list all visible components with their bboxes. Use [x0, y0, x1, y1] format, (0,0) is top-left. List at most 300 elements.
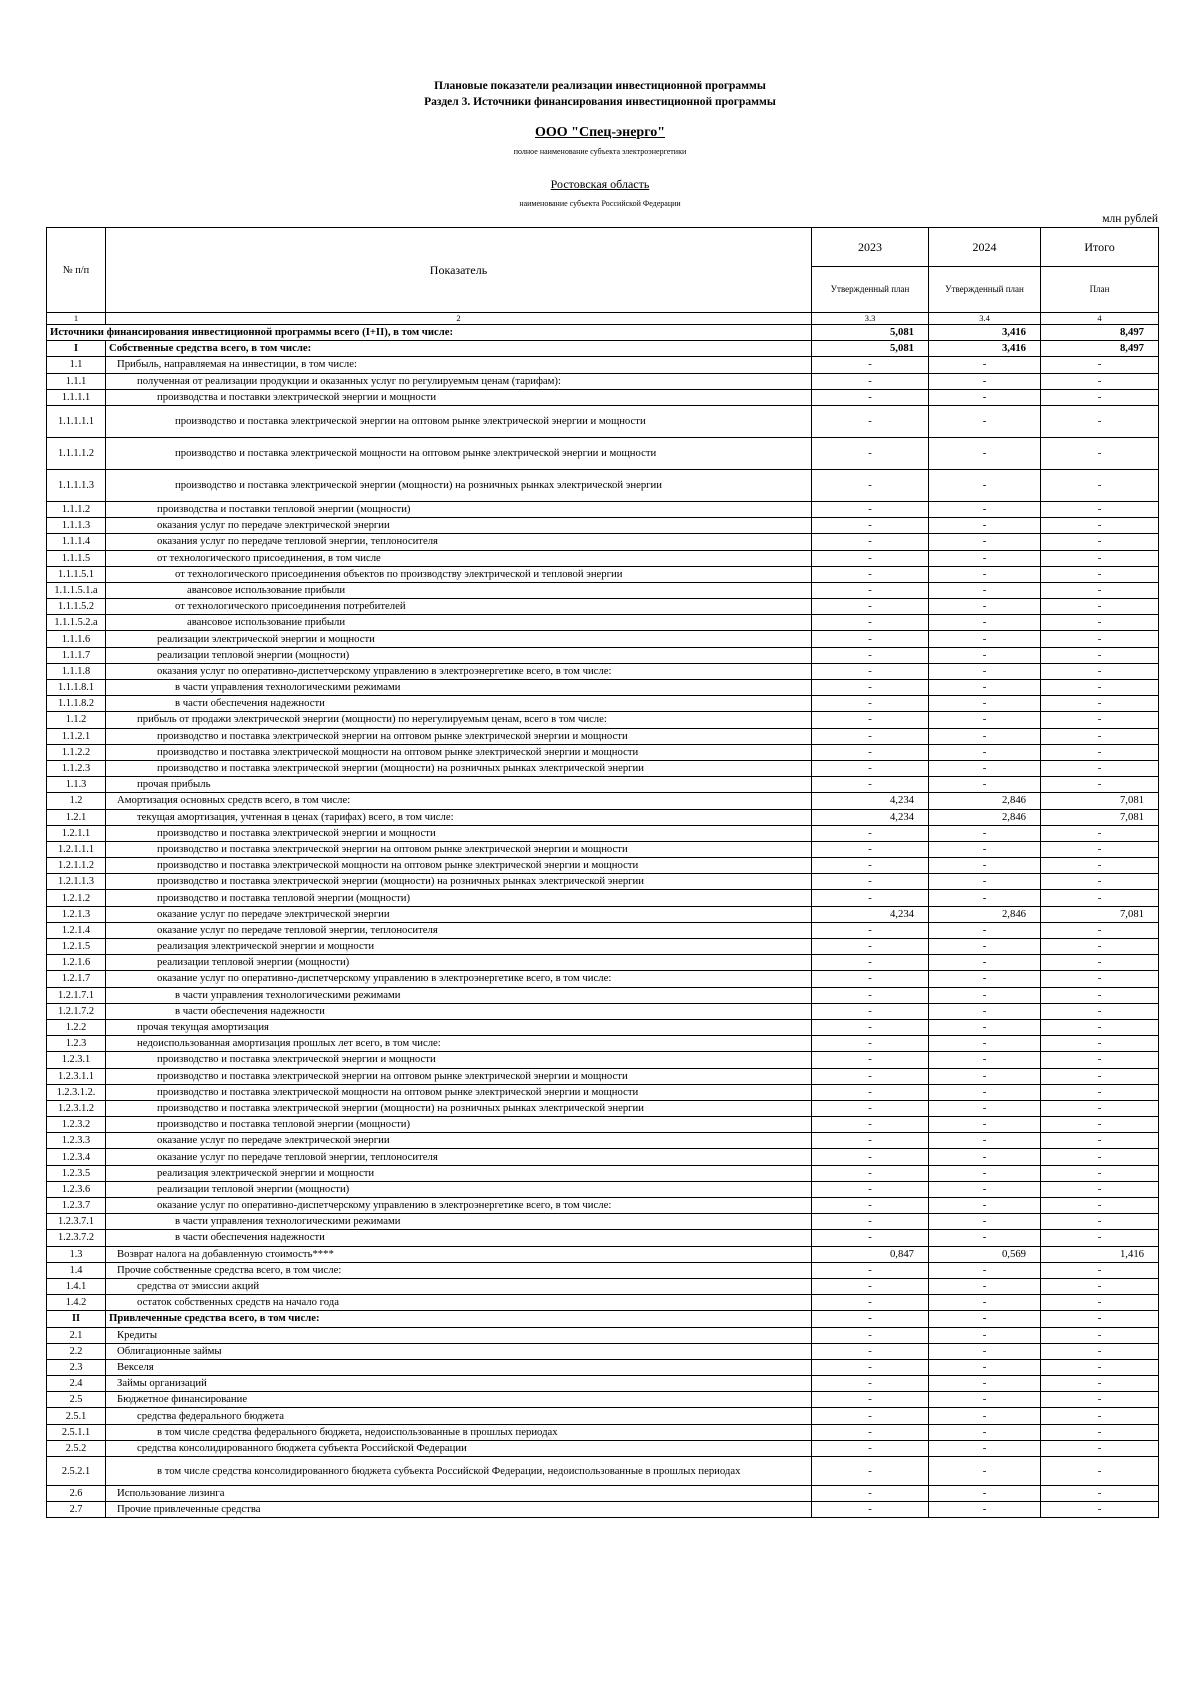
row-number: 1.1.1.5.1	[47, 566, 106, 582]
row-label: производство и поставка электрической энергии на оптовом рынке электрической энергии и мощности	[106, 841, 812, 857]
value-total: -	[1041, 1278, 1159, 1294]
table-row	[47, 469, 1159, 501]
value-total: -	[1041, 858, 1159, 874]
value-v2023: -	[812, 647, 929, 663]
table-row	[47, 566, 1159, 582]
table-row	[47, 858, 1159, 874]
value-v2023: -	[812, 1068, 929, 1084]
value-v2023: -	[812, 1133, 929, 1149]
row-label: реализации тепловой энергии (мощности)	[106, 1181, 812, 1197]
value-v2023: 5,081	[812, 341, 929, 357]
row-number: 1.2.1.7	[47, 971, 106, 987]
value-total: -	[1041, 1084, 1159, 1100]
value-total: -	[1041, 680, 1159, 696]
row-number: 1.2.1.7.1	[47, 987, 106, 1003]
row-label: реализации тепловой энергии (мощности)	[106, 955, 812, 971]
row-number: 1.2.3	[47, 1036, 106, 1052]
row-number: 1.2.1.2	[47, 890, 106, 906]
value-total: -	[1041, 1149, 1159, 1165]
value-v2024: -	[929, 518, 1041, 534]
header-2024: 2024	[929, 228, 1041, 267]
row-number: 1.2.3.1.2	[47, 1100, 106, 1116]
value-v2024: -	[929, 1262, 1041, 1278]
value-v2024: -	[929, 744, 1041, 760]
row-number: 1.2.3.5	[47, 1165, 106, 1181]
value-v2024: -	[929, 1359, 1041, 1375]
financing-table	[46, 227, 1159, 1518]
value-v2023: -	[812, 389, 929, 405]
row-label: производство и поставка электрической энергии (мощности) на розничных рынках электрической энергии	[106, 1100, 812, 1116]
table-row	[47, 1327, 1159, 1343]
row-label: средства от эмиссии акций	[106, 1278, 812, 1294]
row-label: Векселя	[106, 1359, 812, 1375]
value-v2024: -	[929, 599, 1041, 615]
row-label: в части обеспечения надежности	[106, 1003, 812, 1019]
value-v2024: -	[929, 696, 1041, 712]
value-v2023: -	[812, 599, 929, 615]
value-total: -	[1041, 389, 1159, 405]
value-v2024: -	[929, 1230, 1041, 1246]
value-v2023: -	[812, 373, 929, 389]
value-v2024: -	[929, 631, 1041, 647]
value-v2024: -	[929, 1181, 1041, 1197]
row-label: в части обеспечения надежности	[106, 696, 812, 712]
value-v2023: -	[812, 1100, 929, 1116]
value-v2023: -	[812, 1278, 929, 1294]
value-v2024: -	[929, 405, 1041, 437]
row-number: 1.1	[47, 357, 106, 373]
row-label: производство и поставка электрической энергии (мощности) на розничных рынках электрической энергии	[106, 469, 812, 501]
table-row	[47, 793, 1159, 809]
table-row	[47, 906, 1159, 922]
row-number: 1.1.1.1.2	[47, 437, 106, 469]
value-total: 7,081	[1041, 809, 1159, 825]
row-number: 1.2.1.4	[47, 922, 106, 938]
table-row	[47, 663, 1159, 679]
value-v2024: -	[929, 501, 1041, 517]
table-row	[47, 1084, 1159, 1100]
value-v2023: -	[812, 1408, 929, 1424]
table-row	[47, 1230, 1159, 1246]
value-v2024: -	[929, 955, 1041, 971]
column-number: 3.3	[812, 313, 929, 325]
header-indicator: Показатель	[106, 228, 812, 313]
table-row	[47, 760, 1159, 776]
table-row	[47, 955, 1159, 971]
table-row	[47, 1019, 1159, 1035]
table-row	[47, 1133, 1159, 1149]
value-v2024: -	[929, 777, 1041, 793]
column-number: 2	[106, 313, 812, 325]
subheader-total: План	[1041, 267, 1159, 313]
value-v2023: -	[812, 663, 929, 679]
value-v2023: -	[812, 501, 929, 517]
value-total: -	[1041, 1295, 1159, 1311]
value-v2023: -	[812, 1198, 929, 1214]
row-number: 2.5.1.1	[47, 1424, 106, 1440]
value-v2024: 2,846	[929, 809, 1041, 825]
row-number: 1.4.1	[47, 1278, 106, 1294]
value-total: -	[1041, 728, 1159, 744]
value-total: -	[1041, 1311, 1159, 1327]
value-v2023: -	[812, 1327, 929, 1343]
value-v2023: -	[812, 712, 929, 728]
value-total: -	[1041, 1181, 1159, 1197]
value-total: -	[1041, 566, 1159, 582]
value-v2023: -	[812, 1424, 929, 1440]
value-total: -	[1041, 760, 1159, 776]
table-row	[47, 518, 1159, 534]
value-total: -	[1041, 890, 1159, 906]
row-number: 2.5.2.1	[47, 1457, 106, 1486]
value-v2023: -	[812, 1181, 929, 1197]
value-v2023: -	[812, 874, 929, 890]
row-label: оказание услуг по оперативно-диспетчерскому управлению в электроэнергетике всего, в том числе:	[106, 971, 812, 987]
value-total: -	[1041, 1440, 1159, 1456]
value-v2024: -	[929, 615, 1041, 631]
value-v2023: -	[812, 1311, 929, 1327]
table-row	[47, 841, 1159, 857]
value-total: -	[1041, 1486, 1159, 1502]
header-total: Итого	[1041, 228, 1159, 267]
value-v2023: -	[812, 922, 929, 938]
value-total: -	[1041, 518, 1159, 534]
row-label: полученная от реализации продукции и оказанных услуг по регулируемым ценам (тарифам):	[106, 373, 812, 389]
row-label: в части управления технологическими режимами	[106, 987, 812, 1003]
value-total: -	[1041, 1052, 1159, 1068]
row-label: авансовое использование прибыли	[106, 582, 812, 598]
value-total: -	[1041, 1165, 1159, 1181]
row-number: 1.1.1.1.1	[47, 405, 106, 437]
value-v2024: -	[929, 1424, 1041, 1440]
table-row	[47, 939, 1159, 955]
value-v2024: -	[929, 1376, 1041, 1392]
row-number: 2.7	[47, 1502, 106, 1518]
value-v2024: -	[929, 825, 1041, 841]
value-v2024: -	[929, 534, 1041, 550]
value-v2024: -	[929, 1295, 1041, 1311]
row-number: 1.1.3	[47, 777, 106, 793]
value-v2024: 2,846	[929, 906, 1041, 922]
value-v2024: -	[929, 922, 1041, 938]
table-row	[47, 777, 1159, 793]
row-label: Займы организаций	[106, 1376, 812, 1392]
row-label: прочая текущая амортизация	[106, 1019, 812, 1035]
value-total: -	[1041, 615, 1159, 631]
value-v2024: -	[929, 1084, 1041, 1100]
row-number: 1.1.1.1.3	[47, 469, 106, 501]
table-row	[47, 890, 1159, 906]
table-row	[47, 1311, 1159, 1327]
value-v2023: -	[812, 890, 929, 906]
value-v2023: -	[812, 696, 929, 712]
value-total: -	[1041, 744, 1159, 760]
row-label: Прочие привлеченные средства	[106, 1502, 812, 1518]
value-total: -	[1041, 1036, 1159, 1052]
row-label: Собственные средства всего, в том числе:	[106, 341, 812, 357]
value-v2023: -	[812, 1392, 929, 1408]
value-total: -	[1041, 1457, 1159, 1486]
value-v2023: -	[812, 469, 929, 501]
value-v2024: -	[929, 1408, 1041, 1424]
value-v2024: -	[929, 566, 1041, 582]
value-total: -	[1041, 1262, 1159, 1278]
row-label: оказание услуг по передаче электрической энергии	[106, 1133, 812, 1149]
value-v2023: -	[812, 1036, 929, 1052]
row-number: 1.2.1.1.2	[47, 858, 106, 874]
value-total: -	[1041, 1133, 1159, 1149]
table-row	[47, 1117, 1159, 1133]
row-number: 1.2.3.1.2.	[47, 1084, 106, 1100]
table-row	[47, 1457, 1159, 1486]
value-v2024: -	[929, 1198, 1041, 1214]
value-v2023: -	[812, 1343, 929, 1359]
row-label: Кредиты	[106, 1327, 812, 1343]
value-total: -	[1041, 922, 1159, 938]
header-2023: 2023	[812, 228, 929, 267]
row-number: 2.1	[47, 1327, 106, 1343]
value-total: -	[1041, 987, 1159, 1003]
row-number: 1.2.3.7.2	[47, 1230, 106, 1246]
value-total: -	[1041, 971, 1159, 987]
value-total: -	[1041, 1376, 1159, 1392]
row-number: 1.1.1.8.1	[47, 680, 106, 696]
row-label: Бюджетное финансирование	[106, 1392, 812, 1408]
row-number: 1.2.1.1	[47, 825, 106, 841]
value-total: -	[1041, 712, 1159, 728]
value-v2024: -	[929, 841, 1041, 857]
value-v2024: -	[929, 1486, 1041, 1502]
row-number: 1.1.1.4	[47, 534, 106, 550]
table-row	[47, 615, 1159, 631]
row-number: 1.1.1.3	[47, 518, 106, 534]
value-v2023: -	[812, 582, 929, 598]
value-v2023: 0,847	[812, 1246, 929, 1262]
value-v2024: -	[929, 728, 1041, 744]
table-row	[47, 1502, 1159, 1518]
row-label: недоиспользованная амортизация прошлых лет всего, в том числе:	[106, 1036, 812, 1052]
row-number: I	[47, 341, 106, 357]
value-total: -	[1041, 1068, 1159, 1084]
value-total: -	[1041, 1100, 1159, 1116]
value-v2024: 2,846	[929, 793, 1041, 809]
value-v2024: -	[929, 1100, 1041, 1116]
table-row	[47, 1003, 1159, 1019]
value-v2023: -	[812, 760, 929, 776]
table-row	[47, 987, 1159, 1003]
value-v2023: -	[812, 955, 929, 971]
value-total: -	[1041, 939, 1159, 955]
value-total: 7,081	[1041, 793, 1159, 809]
value-v2024: -	[929, 437, 1041, 469]
table-row	[47, 1262, 1159, 1278]
column-number: 3.4	[929, 313, 1041, 325]
row-label: производство и поставка электрической энергии и мощности	[106, 825, 812, 841]
table-row	[47, 825, 1159, 841]
value-v2023: -	[812, 744, 929, 760]
row-label: в части обеспечения надежности	[106, 1230, 812, 1246]
value-v2023: -	[812, 1117, 929, 1133]
row-label: от технологического присоединения потребителей	[106, 599, 812, 615]
value-v2024: -	[929, 1214, 1041, 1230]
row-label: оказание услуг по оперативно-диспетчерскому управлению в электроэнергетике всего, в том числе:	[106, 1198, 812, 1214]
value-v2024: -	[929, 663, 1041, 679]
row-number: 1.1.1.6	[47, 631, 106, 647]
row-number: 2.6	[47, 1486, 106, 1502]
document-title: Плановые показатели реализации инвестиционной программы	[434, 80, 766, 92]
value-v2024: 0,569	[929, 1246, 1041, 1262]
table-row	[47, 1052, 1159, 1068]
row-number: 1.2.1.6	[47, 955, 106, 971]
value-total: 8,497	[1041, 341, 1159, 357]
value-v2024: -	[929, 1392, 1041, 1408]
row-label: производство и поставка электрической энергии на оптовом рынке электрической энергии и мощности	[106, 405, 812, 437]
value-v2024: -	[929, 680, 1041, 696]
table-row	[47, 712, 1159, 728]
row-number: 1.2.1.7.2	[47, 1003, 106, 1019]
value-total: -	[1041, 357, 1159, 373]
value-total: -	[1041, 550, 1159, 566]
value-v2024: -	[929, 1343, 1041, 1359]
row-label: производство и поставка тепловой энергии (мощности)	[106, 890, 812, 906]
row-label: оказание услуг по передаче тепловой энергии, теплоносителя	[106, 922, 812, 938]
table-row	[47, 1295, 1159, 1311]
value-total: -	[1041, 955, 1159, 971]
row-label: Использование лизинга	[106, 1486, 812, 1502]
value-v2024: -	[929, 760, 1041, 776]
value-total: -	[1041, 1198, 1159, 1214]
subheader-2024: Утвержденный план	[929, 267, 1041, 313]
table-row	[47, 1359, 1159, 1375]
value-v2024: -	[929, 357, 1041, 373]
value-v2024: -	[929, 971, 1041, 987]
row-label: Прибыль, направляемая на инвестиции, в том числе:	[106, 357, 812, 373]
row-number: 1.3	[47, 1246, 106, 1262]
row-number: 1.1.2.2	[47, 744, 106, 760]
row-number: 1.2.3.3	[47, 1133, 106, 1149]
table-row	[47, 501, 1159, 517]
value-total: -	[1041, 373, 1159, 389]
value-total: -	[1041, 405, 1159, 437]
value-total: -	[1041, 437, 1159, 469]
table-row	[47, 1376, 1159, 1392]
organization-caption: полное наименование субъекта электроэнергетики	[513, 147, 687, 156]
table-row	[47, 534, 1159, 550]
row-number: 1.2.3.1	[47, 1052, 106, 1068]
row-number: 1.2.3.7	[47, 1198, 106, 1214]
value-v2024: -	[929, 1165, 1041, 1181]
table-row	[47, 1036, 1159, 1052]
table-row	[47, 1440, 1159, 1456]
value-v2023: 4,234	[812, 906, 929, 922]
value-total: -	[1041, 469, 1159, 501]
value-total: -	[1041, 1502, 1159, 1518]
value-v2024: -	[929, 712, 1041, 728]
value-v2023: -	[812, 405, 929, 437]
row-number: 1.1.1.5.1.a	[47, 582, 106, 598]
value-v2023: -	[812, 971, 929, 987]
value-v2023: -	[812, 1457, 929, 1486]
value-total: -	[1041, 1343, 1159, 1359]
value-v2023: -	[812, 1003, 929, 1019]
row-label: реализации электрической энергии и мощности	[106, 631, 812, 647]
value-v2023: -	[812, 987, 929, 1003]
table-row	[47, 582, 1159, 598]
value-v2023: -	[812, 518, 929, 534]
value-v2024: -	[929, 939, 1041, 955]
row-label: в части управления технологическими режимами	[106, 1214, 812, 1230]
row-number: 1.1.1.1	[47, 389, 106, 405]
value-v2023: 4,234	[812, 793, 929, 809]
row-label: Источники финансирования инвестиционной программы всего (I+II), в том числе:	[47, 325, 812, 341]
table-row	[47, 744, 1159, 760]
value-v2023: -	[812, 777, 929, 793]
value-total: -	[1041, 777, 1159, 793]
row-label: производства и поставки тепловой энергии (мощности)	[106, 501, 812, 517]
row-number: 1.1.1	[47, 373, 106, 389]
row-label: производство и поставка тепловой энергии (мощности)	[106, 1117, 812, 1133]
value-total: -	[1041, 1003, 1159, 1019]
row-number: 1.2.1.3	[47, 906, 106, 922]
table-row	[47, 1408, 1159, 1424]
value-v2024: -	[929, 1003, 1041, 1019]
table-row	[47, 1214, 1159, 1230]
value-total: -	[1041, 631, 1159, 647]
value-v2023: -	[812, 1295, 929, 1311]
value-v2024: -	[929, 1457, 1041, 1486]
row-number: 2.5.1	[47, 1408, 106, 1424]
value-total: -	[1041, 1359, 1159, 1375]
value-total: -	[1041, 501, 1159, 517]
row-number: 2.5.2	[47, 1440, 106, 1456]
value-v2023: -	[812, 1149, 929, 1165]
value-total: -	[1041, 647, 1159, 663]
row-number: 2.5	[47, 1392, 106, 1408]
value-v2024: -	[929, 1327, 1041, 1343]
value-v2023: -	[812, 1502, 929, 1518]
value-v2024: -	[929, 874, 1041, 890]
value-v2024: -	[929, 647, 1041, 663]
value-total: -	[1041, 599, 1159, 615]
table-row	[47, 325, 1159, 341]
column-number: 1	[47, 313, 106, 325]
value-v2024: -	[929, 373, 1041, 389]
row-label: производство и поставка электрической энергии на оптовом рынке электрической энергии и мощности	[106, 728, 812, 744]
row-number: 1.1.2.1	[47, 728, 106, 744]
region-name: Ростовская область	[550, 177, 650, 191]
row-number: 2.4	[47, 1376, 106, 1392]
value-total: -	[1041, 1408, 1159, 1424]
row-label: производство и поставка электрической мощности на оптовом рынке электрической энергии и мощности	[106, 1084, 812, 1100]
table-row	[47, 874, 1159, 890]
row-label: производство и поставка электрической энергии (мощности) на розничных рынках электрической энергии	[106, 760, 812, 776]
value-v2023: -	[812, 550, 929, 566]
units-label: млн рублей	[1102, 213, 1158, 225]
row-number: 1.1.1.5.2.a	[47, 615, 106, 631]
value-v2024: -	[929, 1149, 1041, 1165]
value-v2023: -	[812, 534, 929, 550]
value-v2023: -	[812, 1019, 929, 1035]
value-v2023: -	[812, 728, 929, 744]
row-number: 1.2	[47, 793, 106, 809]
row-label: оказание услуг по передаче тепловой энергии, теплоносителя	[106, 1149, 812, 1165]
value-total: -	[1041, 1214, 1159, 1230]
row-number: 1.1.1.8	[47, 663, 106, 679]
value-total: 7,081	[1041, 906, 1159, 922]
row-label: от технологического присоединения, в том числе	[106, 550, 812, 566]
value-v2023: -	[812, 1084, 929, 1100]
table-row	[47, 696, 1159, 712]
